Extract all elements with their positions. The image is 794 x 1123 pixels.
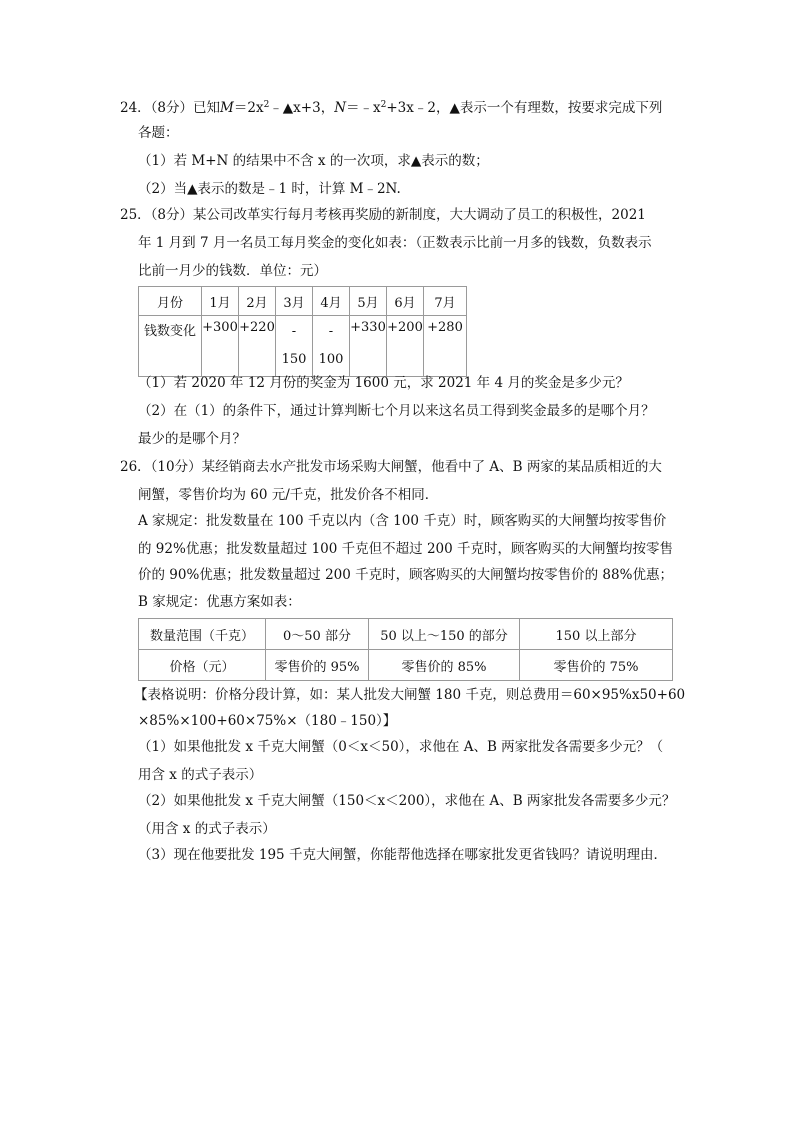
q24-part2: （2）当▲表示的数是﹣1 时，计算 M﹣2N. (138, 181, 401, 197)
cell-line-1: - (328, 324, 334, 339)
q26-part2-line1: （2）如果他批发 x 千克大闸蟹（150＜x＜200），求他在 A、B 两家批发各需要多少元？ (138, 793, 676, 809)
bonus-change-table (138, 286, 467, 377)
table-cell: 零售价的 95% (266, 650, 369, 681)
m-expr-a: ＝2x (233, 100, 264, 116)
n-expr-a: ＝﹣x (346, 100, 381, 116)
q26-rule-a-line3: 价的 90%优惠；批发数量超过 200 千克时，顾客购买的大闸蟹均按零售价的 88%优惠； (138, 567, 673, 583)
q26-rule-a-line1: A 家规定：批发数量在 100 千克以内（含 100 千克）时，顾客购买的大闸蟹均按零售价 (138, 513, 667, 529)
q26-part2-line2: （用含 x 的式子表示） (138, 821, 276, 837)
table-cell: +300 (202, 316, 239, 377)
table-cell: 零售价的 75% (520, 650, 673, 681)
var-m: M (220, 100, 234, 116)
table-header-cell: 150 以上部分 (520, 619, 673, 650)
m-expr-b: ﹣▲x+3， (269, 100, 335, 116)
table-cell: +330 (350, 316, 387, 377)
table-row-label: 钱数变化 (139, 316, 202, 377)
q25-part2-line2: 最少的是哪个月？ (138, 431, 246, 447)
table-cell: 价格（元） (139, 650, 266, 681)
table-header-cell: 5月 (350, 287, 387, 316)
table-row (139, 316, 467, 377)
q26-part1-line2: 用含 x 的式子表示） (138, 767, 263, 783)
cell-line-2: 150 (281, 352, 307, 367)
table-note-line1: 【表格说明：价格分段计算，如：某人批发大闸蟹 180 千克，则总费用＝60×95%x50+60 (134, 687, 686, 703)
discount-table (138, 618, 673, 681)
table-header-cell: 月份 (139, 287, 202, 316)
q26-line2: 闸蟹，零售价均为 60 元/千克，批发价各不相同． (138, 487, 439, 503)
table-header-row (139, 287, 467, 316)
q25-line1: 25．（8分）某公司改革实行每月考核再奖励的新制度，大大调动了员工的积极性，2021 (120, 207, 646, 223)
cell-line-1: - (291, 324, 297, 339)
q24-line1 (120, 96, 662, 117)
table-header-cell: 数量范围（千克） (139, 619, 266, 650)
table-cell (313, 316, 350, 377)
table-cell: +220 (239, 316, 276, 377)
var-n: N (334, 100, 347, 116)
exponent: 2 (380, 100, 387, 110)
table-header-cell: 7月 (424, 287, 467, 316)
q26-part1-line1: （1）如果他批发 x 千克大闸蟹（0＜x＜50），求他在 A、B 两家批发各需要多少元？（ (138, 739, 664, 755)
table-header-cell: 1月 (202, 287, 239, 316)
q25-part2-line1: （2）在（1）的条件下，通过计算判断七个月以来这名员工得到奖金最多的是哪个月？ (138, 403, 655, 419)
q25-line3: 比前一月少的钱数．单位：元） (138, 263, 327, 279)
q26-rule-b: B 家规定：优惠方案如表： (138, 594, 301, 610)
q26-rule-a-line2: 的 92%优惠；批发数量超过 100 千克但不超过 200 千克时，顾客购买的大闸蟹均按零售 (138, 541, 673, 557)
table-header-row (139, 619, 673, 650)
table-header-cell: 50 以上～150 的部分 (369, 619, 520, 650)
table-cell: +280 (424, 316, 467, 377)
q26-line1: 26．（10分）某经销商去水产批发市场采购大闸蟹，他看中了 A、B 两家的某品质相近的大 (120, 459, 662, 475)
n-expr-b: +3x﹣2，▲表示一个有理数，按要求完成下列 (386, 100, 663, 116)
q26-part3: （3）现在他要批发 195 千克大闸蟹，你能帮他选择在哪家批发更省钱吗？请说明理由． (138, 847, 667, 863)
table-cell (276, 316, 313, 377)
table-header-cell: 6月 (387, 287, 424, 316)
table-header-cell: 2月 (239, 287, 276, 316)
table-note-line2: ×85%×100+60×75%×（180﹣150）】 (138, 713, 397, 729)
table-header-cell: 4月 (313, 287, 350, 316)
table-header-cell: 0～50 部分 (266, 619, 369, 650)
table-cell: +200 (387, 316, 424, 377)
table-header-cell: 3月 (276, 287, 313, 316)
exponent: 2 (263, 100, 270, 110)
table-row (139, 650, 673, 681)
q24-line2: 各题： (138, 125, 179, 141)
q24-part1: （1）若 M+N 的结果中不含 x 的一次项，求▲表示的数； (138, 153, 489, 169)
q25-line2: 年 1 月到 7 月一名员工每月奖金的变化如表：（正数表示比前一月多的钱数，负数表示 (138, 235, 652, 251)
q25-part1: （1）若 2020 年 12 月份的奖金为 1600 元，求 2021 年 4 月的奖金是多少元？ (138, 375, 629, 391)
q24-head: 24．（8分）已知 (120, 100, 221, 116)
table-cell: 零售价的 85% (369, 650, 520, 681)
cell-line-2: 100 (318, 352, 344, 367)
